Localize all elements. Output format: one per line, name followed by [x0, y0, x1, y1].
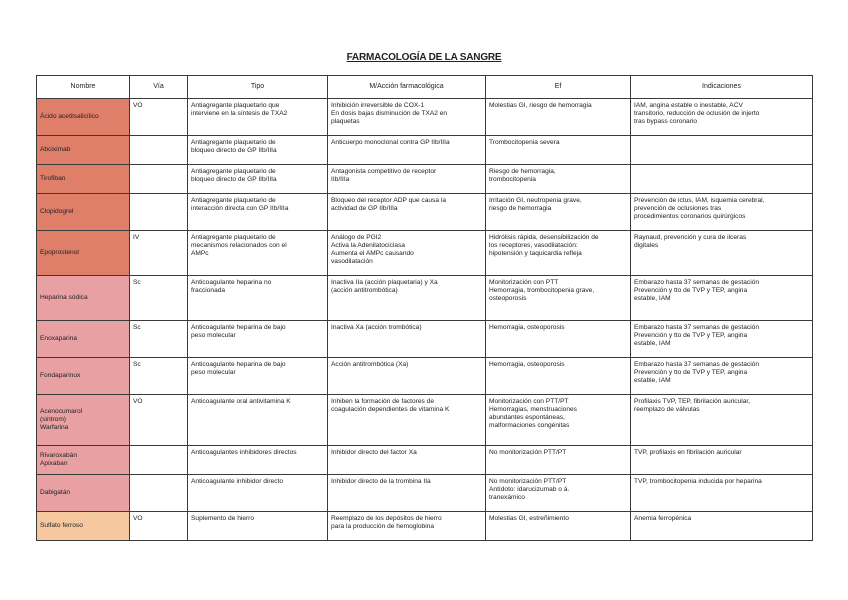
cell-indicaciones: [631, 358, 813, 395]
table-row: [37, 512, 813, 541]
cell-tipo-line: Antiagregante plaquetario de: [191, 139, 276, 146]
cell-ef: [486, 321, 631, 358]
cell-mecanismo-line: IIb/IIIa: [331, 176, 350, 184]
table-row: [37, 194, 813, 231]
cell-nombre-line: Abciximab: [40, 145, 71, 153]
cell-via-line: VO: [133, 398, 143, 405]
cell-indicaciones-line: prevención de oclusiones tras: [634, 205, 722, 213]
cell-nombre-line: Sulfato ferroso: [40, 521, 83, 529]
cell-tipo: [188, 136, 328, 165]
cell-tipo-line: AMPc: [191, 250, 209, 258]
cell-tipo-line: Antiagregante plaquetario que: [191, 102, 280, 109]
cell-via-line: VO: [133, 515, 143, 522]
cell-nombre-line: Tirofiban: [40, 174, 66, 182]
table-row: [37, 395, 813, 446]
cell-mecanismo-line: Inhibición irreversible de COX-1: [331, 102, 425, 109]
cell-tipo: [188, 165, 328, 194]
cell-indicaciones-line: Prevención y tto de TVP y TEP, angina: [634, 332, 748, 340]
cell-tipo-line: interviene en la síntesis de TXA2: [191, 110, 288, 118]
cell-nombre: [37, 446, 130, 475]
cell-ef-line: los receptores, vasodilatación:: [489, 242, 578, 250]
cell-mecanismo-line: para la producción de hemoglobina: [331, 523, 435, 531]
cell-nombre: [37, 276, 130, 321]
cell-nombre-line: Heparina sódica: [40, 293, 88, 301]
table-row: [37, 231, 813, 276]
cell-ef-line: hipotensión y taquicardia refleja: [489, 250, 582, 258]
cell-mecanismo-line: Inhibidor directo de la trombina IIa: [331, 478, 431, 485]
cell-indicaciones: [631, 231, 813, 276]
cell-tipo: [188, 475, 328, 512]
cell-via: [130, 165, 188, 194]
cell-indicaciones: [631, 276, 813, 321]
table-row: [37, 99, 813, 136]
cell-tipo: [188, 231, 328, 276]
cell-indicaciones-line: Embarazo hasta 37 semanas de gestación: [634, 361, 759, 368]
header-mecanismo: M/Acción farmacológica: [328, 76, 486, 99]
cell-tipo-line: mecanismos relacionados con el: [191, 242, 287, 250]
cell-tipo-line: bloqueo directo de GP IIb/IIIa: [191, 176, 277, 184]
cell-ef: [486, 475, 631, 512]
cell-mecanismo: [328, 358, 486, 395]
cell-via: [130, 512, 188, 541]
cell-mecanismo-line: Inhiben la formación de factores de: [331, 398, 434, 405]
cell-mecanismo-line: Inactiva Xa (acción trombótica): [331, 324, 422, 331]
cell-tipo: [188, 358, 328, 395]
header-tipo: Tipo: [188, 76, 328, 99]
cell-tipo-line: Suplemento de hierro: [191, 515, 255, 522]
cell-tipo-line: Anticoagulante oral antivitamina K: [191, 398, 291, 405]
cell-indicaciones: [631, 194, 813, 231]
cell-nombre: [37, 512, 130, 541]
cell-ef-line: No monitorización PTT/PT: [489, 449, 567, 456]
cell-tipo-line: Anticoagulantes inhibidores directos: [191, 449, 297, 456]
cell-ef-line: Monitorización con PTT/PT: [489, 398, 569, 405]
cell-indicaciones-line: TVP, profilaxis en fibrilación auricular: [634, 449, 742, 456]
cell-tipo: [188, 512, 328, 541]
cell-mecanismo-line: Bloqueo del receptor ADP que causa la: [331, 197, 446, 204]
header-row: [37, 76, 813, 99]
cell-mecanismo-line: Inactiva IIa (acción plaquetaria) y Xa: [331, 279, 438, 286]
cell-mecanismo: [328, 99, 486, 136]
cell-indicaciones: [631, 475, 813, 512]
cell-indicaciones: [631, 321, 813, 358]
cell-via: [130, 136, 188, 165]
cell-ef-line: osteoporosis: [489, 295, 527, 303]
cell-ef: [486, 99, 631, 136]
cell-tipo-line: peso molecular: [191, 332, 236, 340]
cell-nombre: [37, 194, 130, 231]
cell-mecanismo-line: plaquetas: [331, 118, 360, 126]
cell-via: [130, 475, 188, 512]
cell-nombre: [37, 475, 130, 512]
cell-indicaciones-line: Prevención y tto de TVP y TEP, angina: [634, 287, 748, 295]
cell-mecanismo: [328, 194, 486, 231]
cell-indicaciones-line: Embarazo hasta 37 semanas de gestación: [634, 279, 759, 286]
cell-ef-line: Molestias GI, riesgo de hemorragia: [489, 102, 592, 109]
cell-ef: [486, 231, 631, 276]
cell-indicaciones-line: Profilaxis TVP, TEP, fibrilación auricular,: [634, 398, 751, 405]
cell-mecanismo: [328, 231, 486, 276]
cell-via: [130, 194, 188, 231]
cell-ef: [486, 194, 631, 231]
cell-mecanismo-line: Anticuerpo monoclonal contra GP IIb/IIIa: [331, 139, 450, 146]
cell-tipo-line: Anticoagulante heparina de bajo: [191, 324, 286, 331]
cell-mecanismo-line: vasodilatación: [331, 258, 373, 266]
cell-indicaciones-line: procedimientos coronarios quirúrgicos: [634, 213, 746, 221]
cell-nombre-line: Epoprostenol: [40, 248, 79, 256]
cell-indicaciones-line: Prevención y tto de TVP y TEP, angina: [634, 369, 748, 377]
cell-via: [130, 395, 188, 446]
cell-ef-line: Hidrólisis rápida, desensibilización de: [489, 234, 599, 241]
cell-mecanismo-line: coagulación dependientes de vitamina K: [331, 406, 450, 414]
cell-ef: [486, 358, 631, 395]
cell-indicaciones-line: Raynaud, prevención y cura de ilceras: [634, 234, 747, 241]
cell-nombre-line: Clopidogrel: [40, 207, 74, 215]
cell-tipo-line: bloqueo directo de GP IIb/IIIa: [191, 147, 277, 155]
cell-tipo: [188, 194, 328, 231]
cell-ef-line: malformaciones congénitas: [489, 422, 570, 430]
cell-via-line: Sc: [133, 324, 141, 331]
cell-ef-line: Hemorragia, trombocitopenia grave,: [489, 287, 595, 295]
cell-indicaciones: [631, 136, 813, 165]
cell-tipo: [188, 276, 328, 321]
table-row: [37, 446, 813, 475]
header-ef: Ef: [486, 76, 631, 99]
cell-mecanismo-line: Inhibidor directo del factor Xa: [331, 449, 417, 456]
cell-mecanismo: [328, 276, 486, 321]
cell-mecanismo: [328, 165, 486, 194]
cell-indicaciones-line: transitorio, reducción de oclusión de injerto: [634, 110, 760, 118]
cell-ef-line: riesgo de hemorragia: [489, 205, 552, 213]
table-row: [37, 136, 813, 165]
pharmacology-table: [36, 75, 813, 541]
cell-tipo: [188, 446, 328, 475]
cell-mecanismo: [328, 136, 486, 165]
cell-nombre-line: Enoxaparina: [40, 334, 78, 342]
cell-via: [130, 231, 188, 276]
cell-tipo-line: Anticoagulante inhibidor directo: [191, 478, 284, 485]
cell-mecanismo-line: En dosis bajas disminución de TXA2 en: [331, 110, 448, 118]
cell-ef-line: trombocitopenia: [489, 176, 536, 184]
cell-via: [130, 321, 188, 358]
cell-nombre-line: Dabigatán: [40, 488, 71, 496]
cell-ef-line: No monitorización PTT/PT: [489, 478, 567, 485]
cell-nombre-line: (sintrom): [40, 415, 67, 423]
cell-tipo: [188, 99, 328, 136]
table-row: [37, 165, 813, 194]
cell-ef-line: Hemorragia, osteoporosis: [489, 361, 565, 368]
cell-indicaciones-line: TVP, trombocitopenia inducida por heparina: [634, 478, 762, 485]
cell-mecanismo-line: actividad de GP IIb/IIIa: [331, 205, 398, 213]
header-indicaciones: Indicaciones: [631, 76, 813, 99]
cell-mecanismo: [328, 446, 486, 475]
cell-nombre: [37, 321, 130, 358]
cell-indicaciones-line: digitales: [634, 242, 659, 250]
cell-indicaciones: [631, 446, 813, 475]
cell-via-line: IV: [133, 234, 140, 241]
cell-ef-line: Hemorragia, osteoporosis: [489, 324, 565, 331]
cell-tipo-line: peso molecular: [191, 369, 236, 377]
cell-ef-line: Antídoto: idarucizumab o á.: [489, 486, 570, 494]
table-body: [37, 99, 813, 541]
cell-ef-line: tranexámico: [489, 494, 525, 502]
document-title: FARMACOLOGÍA DE LA SANGRE: [346, 52, 502, 63]
cell-mecanismo-line: Antagonista competitivo de receptor: [331, 168, 437, 175]
cell-nombre: [37, 358, 130, 395]
header-nombre: Nombre: [37, 76, 130, 99]
cell-via: [130, 276, 188, 321]
cell-via-line: Sc: [133, 279, 141, 286]
cell-nombre-line: Fondaparinux: [40, 371, 81, 379]
table-row: [37, 475, 813, 512]
cell-ef: [486, 395, 631, 446]
cell-via: [130, 358, 188, 395]
cell-indicaciones-line: Anemia ferropénica: [634, 515, 692, 522]
cell-mecanismo-line: Reemplazo de los depósitos de hierro: [331, 515, 442, 522]
cell-indicaciones-line: estable, IAM: [634, 377, 671, 385]
cell-indicaciones: [631, 395, 813, 446]
cell-nombre-line: Apixaban: [40, 460, 68, 467]
table-row: [37, 276, 813, 321]
cell-indicaciones-line: IAM, angina estable o inestable, ACV: [634, 102, 743, 109]
cell-tipo: [188, 395, 328, 446]
cell-nombre-line: Acenocumarol: [40, 407, 83, 415]
cell-tipo-line: Anticoagulante heparina no: [191, 279, 272, 286]
cell-indicaciones-line: estable, IAM: [634, 295, 671, 303]
cell-nombre-line: Ácido acetilsalicílico: [40, 112, 99, 120]
cell-indicaciones-line: tras bypass coronario: [634, 118, 698, 126]
cell-ef-line: Monitorización con PTT: [489, 279, 559, 286]
cell-tipo-line: Antiagregante plaquetario de: [191, 168, 276, 175]
header-via: Vía: [130, 76, 188, 99]
cell-ef-line: Hemorragias, menstruaciones: [489, 406, 577, 414]
cell-ef-line: Riesgo de hemorragia,: [489, 168, 556, 175]
cell-ef-line: Molestias GI, estreñimiento: [489, 515, 569, 522]
cell-via-line: VO: [133, 102, 143, 109]
cell-ef: [486, 446, 631, 475]
cell-nombre: [37, 165, 130, 194]
cell-mecanismo: [328, 321, 486, 358]
cell-indicaciones-line: Prevención de ictus, IAM, isquemia cerebral,: [634, 197, 765, 204]
cell-indicaciones-line: Embarazo hasta 37 semanas de gestación: [634, 324, 759, 331]
cell-ef-line: abundantes espontáneas,: [489, 414, 565, 422]
cell-tipo-line: fraccionada: [191, 287, 226, 295]
cell-indicaciones-line: estable, IAM: [634, 340, 671, 348]
cell-via: [130, 99, 188, 136]
cell-tipo-line: Anticoagulante heparina de bajo: [191, 361, 286, 368]
cell-mecanismo: [328, 475, 486, 512]
table-row: [37, 358, 813, 395]
table-row: [37, 321, 813, 358]
cell-ef: [486, 136, 631, 165]
cell-mecanismo-line: Acción antitrombótica (Xa): [331, 361, 409, 368]
cell-nombre: [37, 395, 130, 446]
cell-via-line: Sc: [133, 361, 141, 368]
cell-nombre-line: Rivaroxabán: [40, 451, 78, 459]
cell-ef-line: Trombocitopenia severa: [489, 139, 560, 146]
cell-via: [130, 446, 188, 475]
cell-nombre: [37, 99, 130, 136]
cell-ef-line: Irritación GI, neutropenia grave,: [489, 197, 582, 204]
cell-tipo-line: Antiagregante plaquetario de: [191, 234, 276, 241]
cell-indicaciones: [631, 99, 813, 136]
cell-mecanismo: [328, 512, 486, 541]
cell-nombre-line: Warfarina: [40, 424, 69, 432]
cell-ef: [486, 512, 631, 541]
cell-ef: [486, 165, 631, 194]
cell-mecanismo-line: Aumenta el AMPc causando: [331, 250, 414, 258]
cell-tipo-line: Antiagregante plaquetario de: [191, 197, 276, 204]
cell-mecanismo-line: Activa la Adenilatociclasa: [331, 242, 406, 250]
cell-tipo: [188, 321, 328, 358]
cell-mecanismo: [328, 395, 486, 446]
cell-nombre: [37, 136, 130, 165]
cell-indicaciones-line: reemplazo de válvulas: [634, 406, 700, 414]
cell-mecanismo-line: Análogo de PGI2: [331, 234, 382, 241]
cell-tipo-line: interacción directa con GP IIb/IIIa: [191, 205, 289, 213]
cell-nombre: [37, 231, 130, 276]
cell-indicaciones: [631, 165, 813, 194]
cell-ef: [486, 276, 631, 321]
cell-indicaciones: [631, 512, 813, 541]
cell-mecanismo-line: (acción antitrombótica): [331, 287, 398, 295]
